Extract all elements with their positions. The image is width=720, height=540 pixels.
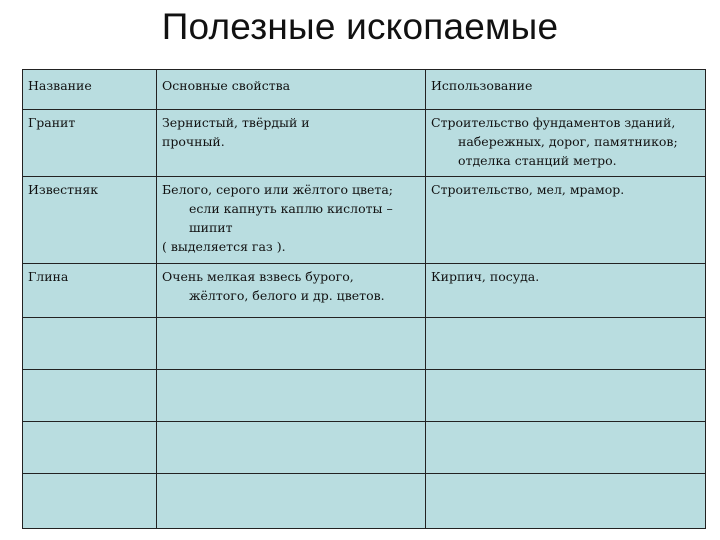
- row-properties: [157, 110, 426, 177]
- usage-line: Строительство фундаментов зданий,: [431, 115, 676, 130]
- row-usage: [426, 110, 706, 177]
- page-title: Полезные ископаемые: [161, 6, 559, 47]
- header-properties: Основные свойства: [157, 70, 426, 110]
- properties-line: если капнуть каплю кислоты –: [189, 201, 393, 216]
- empty-cell: [23, 370, 157, 422]
- empty-cell: [157, 318, 426, 370]
- row-name: Известняк: [23, 177, 157, 264]
- properties-line: жёлтого, белого и др. цветов.: [189, 288, 385, 303]
- empty-cell: [23, 474, 157, 529]
- table-row: [23, 264, 706, 318]
- usage-line: Кирпич, посуда.: [431, 269, 540, 284]
- empty-cell: [426, 422, 706, 474]
- header-name: Название: [23, 70, 157, 110]
- properties-line: Зернистый, твёрдый и: [162, 115, 310, 130]
- empty-cell: [426, 318, 706, 370]
- empty-cell: [426, 474, 706, 529]
- properties-line: ( выделяется газ ).: [162, 239, 286, 254]
- empty-cell: [426, 370, 706, 422]
- minerals-table: [22, 69, 706, 529]
- table-header-row: [23, 70, 706, 110]
- empty-row: [23, 318, 706, 370]
- empty-cell: [157, 370, 426, 422]
- row-properties: [157, 264, 426, 318]
- row-usage: [426, 264, 706, 318]
- table-row: [23, 110, 706, 177]
- row-name: Глина: [23, 264, 157, 318]
- table-row: [23, 177, 706, 264]
- properties-line: шипит: [189, 220, 233, 235]
- row-properties: [157, 177, 426, 264]
- properties-line: Очень мелкая взвесь бурого,: [162, 269, 354, 284]
- empty-cell: [157, 474, 426, 529]
- row-usage: [426, 177, 706, 264]
- usage-line: набережных, дорог, памятников;: [458, 134, 678, 149]
- empty-row: [23, 422, 706, 474]
- header-usage: Использование: [426, 70, 706, 110]
- empty-cell: [157, 422, 426, 474]
- usage-line: Строительство, мел, мрамор.: [431, 182, 625, 197]
- usage-line: отделка станций метро.: [458, 153, 617, 168]
- row-name: Гранит: [23, 110, 157, 177]
- empty-cell: [23, 318, 157, 370]
- empty-cell: [23, 422, 157, 474]
- properties-line: прочный.: [162, 134, 225, 149]
- empty-row: [23, 474, 706, 529]
- empty-row: [23, 370, 706, 422]
- properties-line: Белого, серого или жёлтого цвета;: [162, 182, 393, 197]
